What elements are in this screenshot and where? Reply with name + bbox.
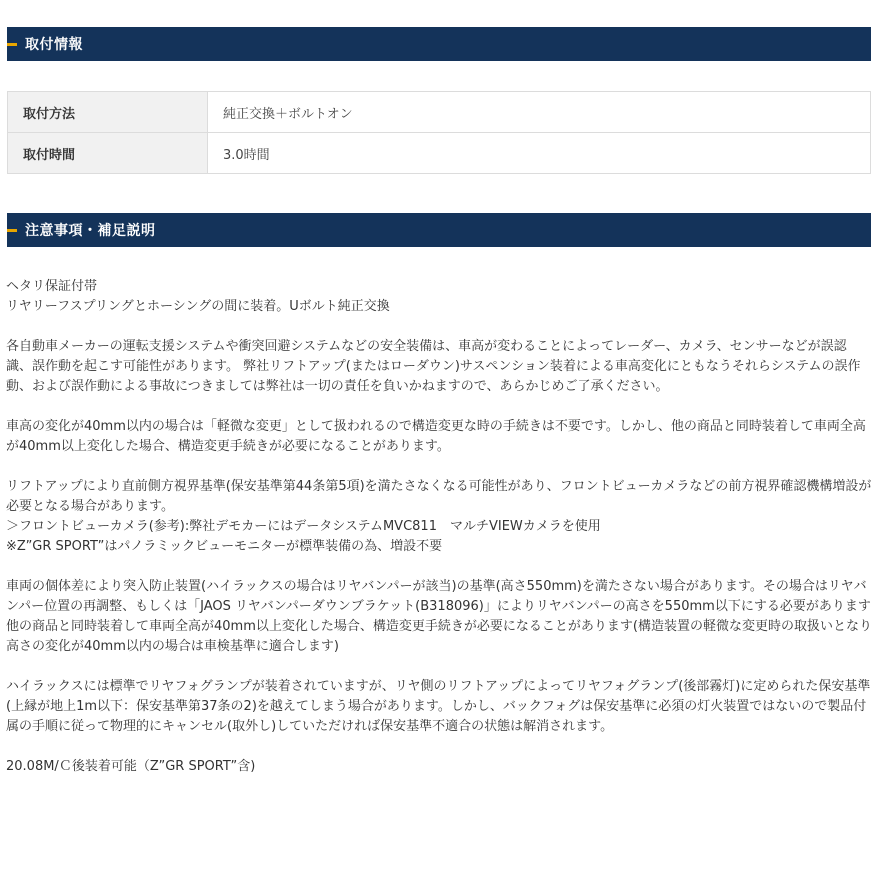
install-info-title: 取付情報 [25, 37, 83, 53]
note-paragraph: ハイラックスには標準でリヤフォグランプが装着されていますが、リヤ側のリフトアップによってリヤフォグランプ(後部霧灯)に定められた保安基準(上縁が地上1m以下：保安基準第37条の2)を越えてしまう場合があります。しかし、バックフォグは保安基準に必須の灯火装置ではないので製品付属の手順に従って物理的にキャンセル(取外し)していただければ保安基準不適合の状態は解消されます。 [6, 679, 871, 734]
note-line: ※Z”GR SPORT”はパノラミックビューモニターが標準装備の為、増設不要 [6, 539, 443, 554]
install-time-value: 3.0時間 [208, 133, 871, 174]
install-method-value: 純正交換＋ボルトオン [208, 92, 871, 133]
note-line: ヘタリ保証付帯 [6, 279, 98, 294]
header-accent-bar [7, 229, 17, 232]
install-time-label: 取付時間 [8, 133, 208, 174]
table-row [8, 133, 871, 174]
notes-header [7, 213, 871, 247]
note-paragraph: 車両の個体差により突入防止装置(ハイラックスの場合はリヤバンパーが該当)の基準(高さ550mm)を満たさない場合があります。その場合はリヤバンパー位置の再調整、もしくは「JAOS リヤバンパーダウンブラケット(B318096)」によりリヤバンパーの高さを550mm以下にする必要があります 他の商品と同時装着して車両全高が40mm以上変化した場合、構造変更手続きが必要になることがあります(構造装置の軽微な変更時の取扱いとなり高さの変化が40mm以内の場合は車検基準に適合します) [6, 579, 872, 654]
table-row [8, 92, 871, 133]
header-accent-bar [7, 43, 17, 46]
install-method-label: 取付方法 [8, 92, 208, 133]
notes-title: 注意事項・補足説明 [25, 223, 156, 239]
note-line: 20.08M/Ｃ後装着可能（Z”GR SPORT”含) [6, 759, 256, 774]
note-line: リヤリーフスプリングとホーシングの間に装着。Uボルト純正交換 [6, 299, 390, 314]
install-info-header [7, 27, 871, 61]
note-paragraph: リフトアップにより直前側方視界基準(保安基準第44条第5項)を満たさなくなる可能性があり、フロントビューカメラなどの前方視界確認機構増設が必要となる場合があります。 [6, 479, 872, 514]
note-line: ＞フロントビューカメラ(参考):弊社デモカーにはデータシステムMVC811 マルチVIEWカメラを使用 [6, 519, 601, 534]
note-paragraph: 車高の変化が40mm以内の場合は「軽微な変更」として扱われるので構造変更な時の手続きは不要です。しかし、他の商品と同時装着して車両全高が40mm以上変化した場合、構造変更手続きが必要になることがあります。 [6, 419, 866, 454]
note-paragraph: 各自動車メーカーの運転支援システムや衝突回避システムなどの安全装備は、車高が変わることによってレーダー、カメラ、センサーなどが誤認識、誤作動を起こす可能性があります。 弊社リフトアップ(またはローダウン)サスペンション装着による車高変化にともなうそれらシステムの誤作動、および誤作動による事故につきましては弊社は一切の責任を負いかねますので、あらかじめご了承ください。 [6, 339, 861, 394]
notes-body [6, 277, 872, 777]
install-info-table [7, 91, 871, 174]
